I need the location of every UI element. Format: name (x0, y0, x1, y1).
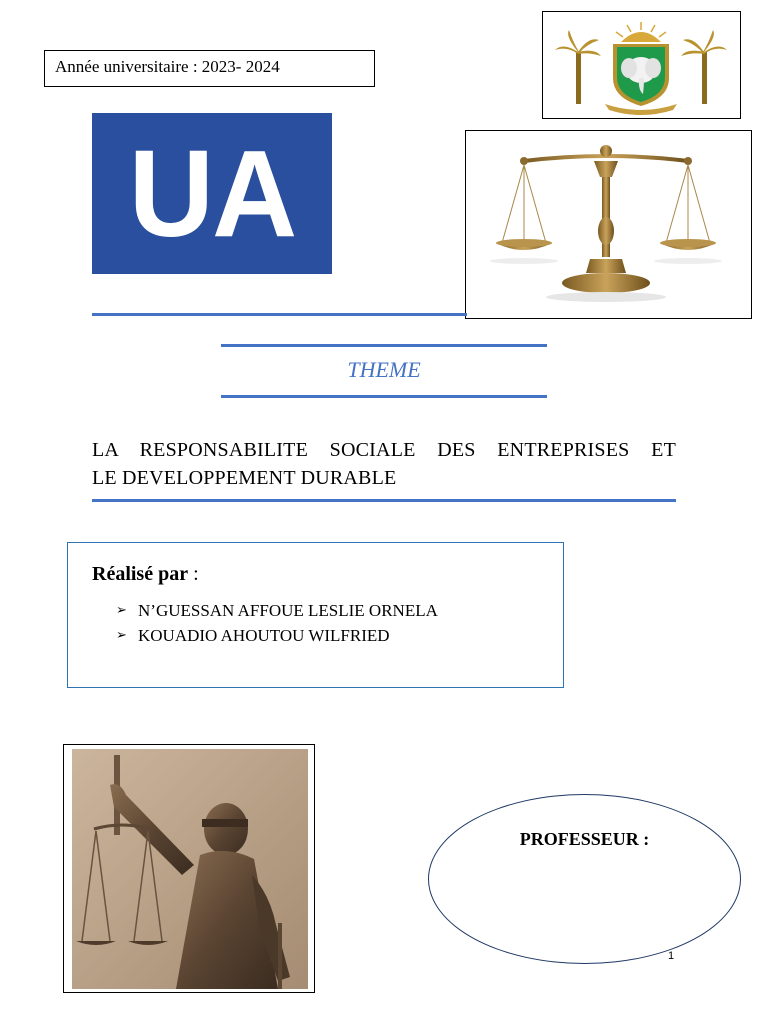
professor-label: PROFESSEUR : (519, 829, 650, 849)
theme-top-line (221, 344, 547, 347)
author-name: KOUADIO AHOUTOU WILFRIED (138, 626, 390, 645)
justice-statue-frame (63, 744, 315, 993)
authors-heading-colon: : (188, 563, 199, 585)
document-title-line-1: LA RESPONSABILITE SOCIALE DES ENTREPRISES ET (92, 439, 676, 461)
university-logo-text: UA (128, 124, 296, 263)
document-title (92, 436, 676, 492)
professor-ellipse (428, 794, 741, 964)
title-underline (92, 499, 676, 502)
scales-image-frame (465, 130, 752, 319)
arrow-bullet-icon: ➢ (116, 603, 127, 618)
authors-heading-label: Réalisé par (92, 563, 189, 585)
lady-justice-statue-icon (64, 745, 314, 992)
document-title-line-2: LE DEVELOPPEMENT DURABLE (92, 467, 397, 489)
authors-heading (92, 563, 199, 586)
list-item (116, 623, 438, 648)
scales-of-justice-icon (466, 131, 751, 318)
academic-year-box (44, 50, 375, 87)
coat-of-arms-frame (542, 11, 741, 119)
page-number: 1 (668, 950, 675, 962)
authors-list (116, 598, 438, 648)
list-item (116, 598, 438, 623)
university-logo (92, 113, 332, 274)
coat-of-arms-icon (543, 12, 740, 118)
academic-year-text: Année universitaire : 2023- 2024 (55, 57, 280, 76)
theme-label: THEME (347, 357, 421, 382)
arrow-bullet-icon: ➢ (116, 628, 127, 643)
author-name: N’GUESSAN AFFOUE LESLIE ORNELA (138, 601, 438, 620)
authors-box (67, 542, 564, 688)
theme-bottom-line (221, 395, 547, 398)
divider-line (92, 313, 467, 316)
